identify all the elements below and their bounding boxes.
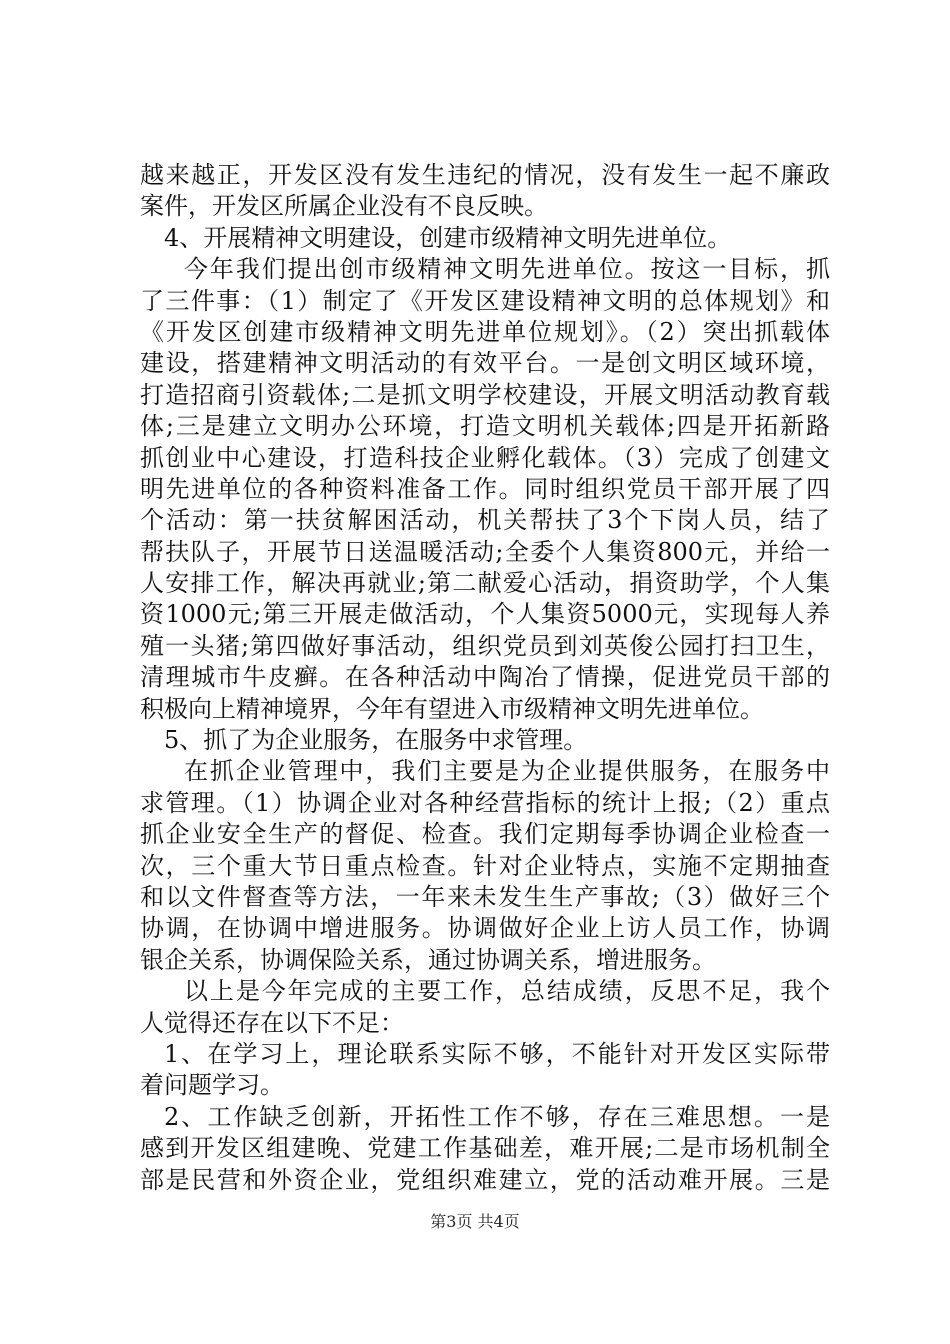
text-line: 求管理。（1）协调企业对各种经营指标的统计上报;（2）重点 [140,788,830,817]
text-line: 体;三是建立文明办公环境，打造文明机关载体;四是开拓新路 [140,412,830,441]
text-line: 协调，在协调中增进服务。协调做好企业上访人员工作，协调 [140,914,830,943]
text-line: 了三件事：（1）制定了《开发区建设精神文明的总体规划》和 [140,286,830,315]
text-line: 次，三个重大节日重点检查。针对企业特点，实施不定期抽查 [140,851,830,880]
text-line: 建设，搭建精神文明活动的有效平台。一是创文明区域环境， [140,349,830,378]
text-line: 4、开展精神文明建设，创建市级精神文明先进单位。 [164,223,732,252]
text-line: 在抓企业管理中，我们主要是为企业提供服务，在服务中 [184,757,830,786]
text-line: 银企关系，协调保险关系，通过协调关系，增进服务。 [140,945,716,974]
text-line: 殖一头猪;第四做好事活动，组织党员到刘英俊公园打扫卫生， [140,631,830,660]
text-line: 部是民营和外资企业，党组织难建立，党的活动难开展。三是 [140,1165,830,1194]
text-line: 5、抓了为企业服务，在服务中求管理。 [164,726,588,755]
text-line: 1、在学习上，理论联系实际不够，不能针对开发区实际带 [164,1039,830,1068]
text-line: 越来越正，开发区没有发生违纪的情况，没有发生一起不廉政 [140,161,830,189]
text-line: 资1000元;第三开展走做活动，个人集资5000元，实现每人养 [140,600,830,629]
text-line: 抓企业安全生产的督促、检查。我们定期每季协调企业检查一 [140,820,830,849]
text-line: 着问题学习。 [140,1071,284,1100]
text-line: 清理城市牛皮癣。在各种活动中陶冶了情操，促进党员干部的 [140,663,830,692]
text-line: 明先进单位的各种资料准备工作。同时组织党员干部开展了四 [140,474,830,503]
text-line: 案件，开发区所属企业没有不良反映。 [140,192,548,221]
text-line: 人安排工作，解决再就业;第二献爱心活动，捐资助学，个人集 [140,569,830,598]
text-line: 抓创业中心建设，打造科技企业孵化载体。（3）完成了创建文 [140,443,830,472]
text-line: 打造招商引资载体;二是抓文明学校建设，开展文明活动教育载 [140,380,830,409]
text-line: 积极向上精神境界，今年有望进入市级精神文明先进单位。 [140,694,764,723]
text-line: 2、工作缺乏创新，开拓性工作不够，存在三难思想。一是 [164,1102,830,1131]
text-line: 以上是今年完成的主要工作，总结成绩，反思不足，我个 [184,977,830,1006]
text-line: 帮扶队子，开展节日送温暖活动;全委个人集资800元，并给一 [140,537,830,566]
page-footer: 第3页 共4页 [430,1212,520,1231]
text-line: 个活动：第一扶贫解困活动，机关帮扶了3个下岗人员，结了 [140,506,830,535]
text-line: 感到开发区组建晚、党建工作基础差，难开展;二是市场机制全 [140,1134,830,1163]
text-line: 人觉得还存在以下不足： [140,1008,404,1037]
text-line: 《开发区创建市级精神文明先进单位规划》。（2）突出抓载体 [140,317,830,346]
text-line: 和以文件督查等方法，一年来未发生生产事故;（3）做好三个 [140,882,830,911]
text-line: 今年我们提出创市级精神文明先进单位。按这一目标，抓 [184,255,830,284]
document-body [140,160,830,1196]
